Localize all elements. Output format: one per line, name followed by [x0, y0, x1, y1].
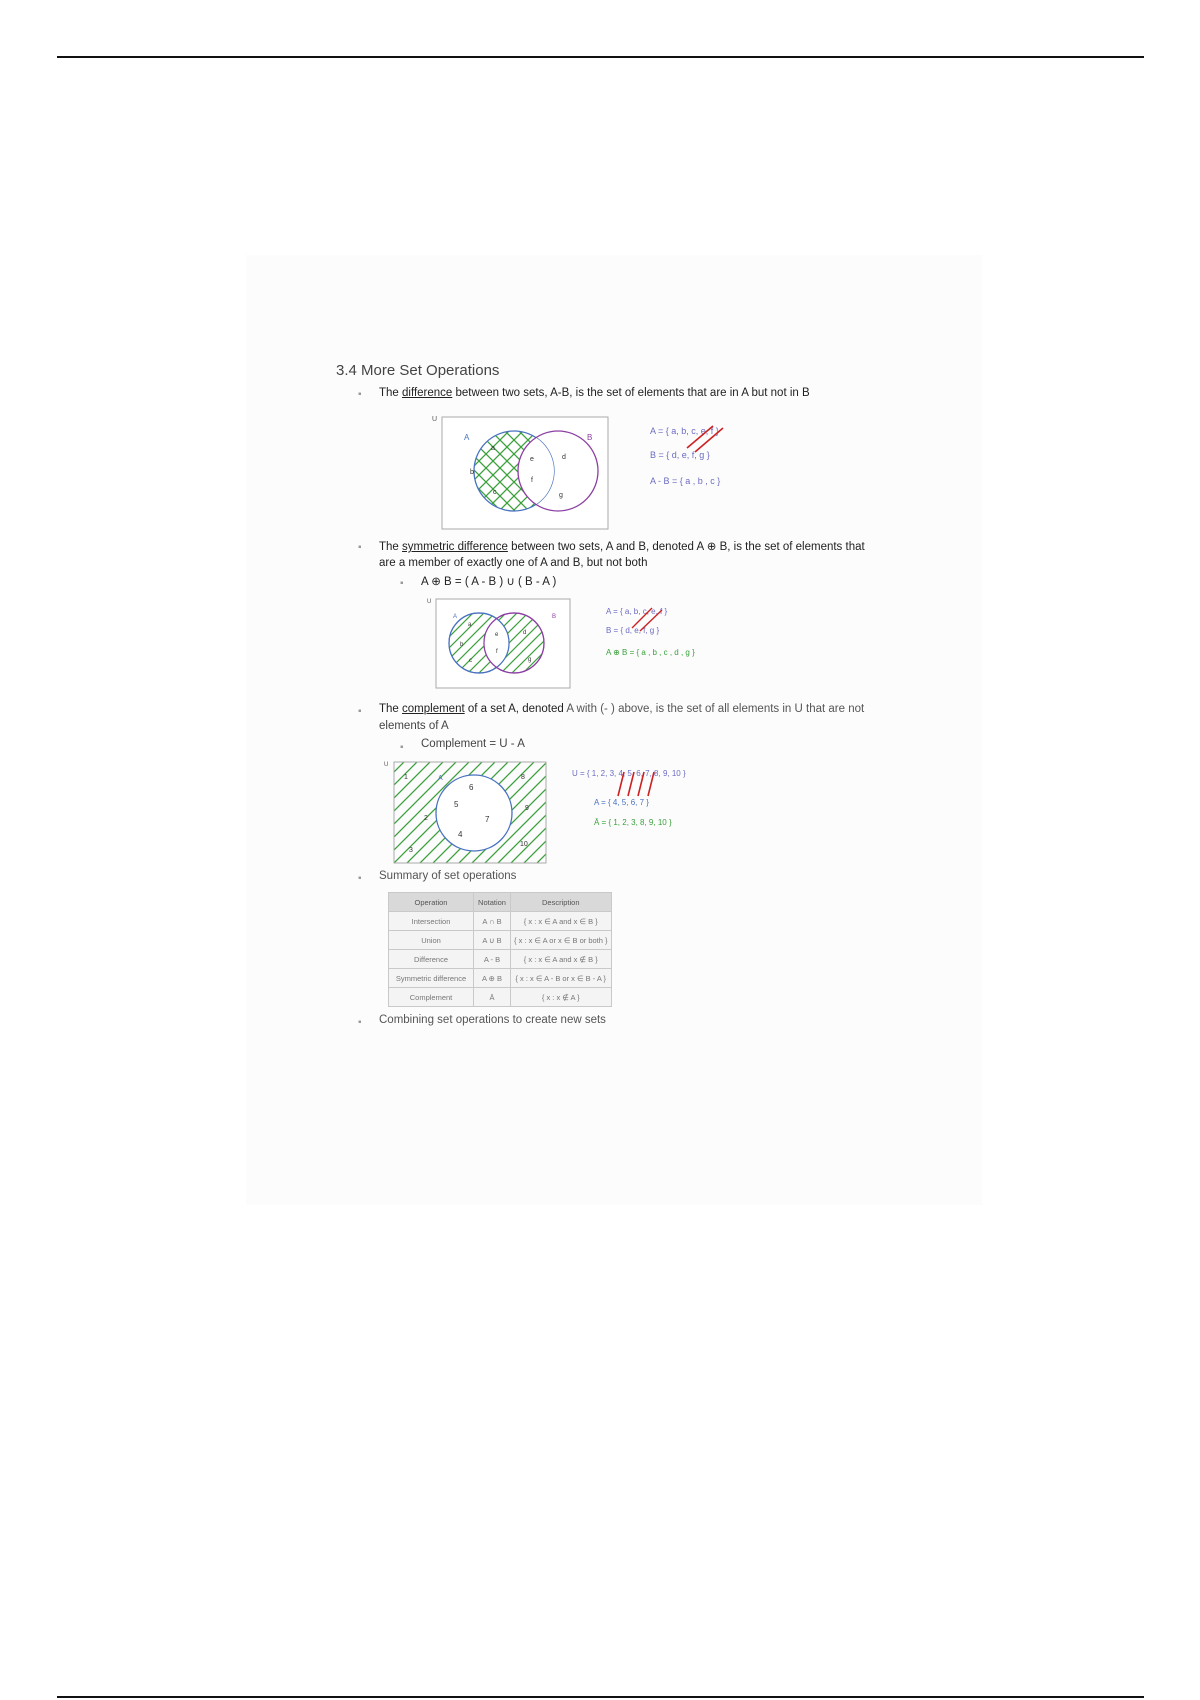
table-row: [389, 969, 612, 988]
element: f: [496, 649, 498, 655]
difference-definition: [379, 387, 810, 399]
summary-heading: Summary of set operations: [379, 870, 517, 882]
symmetric-venn-diagram: [424, 596, 574, 692]
sub-bullet-marker: ▪: [400, 578, 404, 589]
table-cell: { x : x ∈ A - B or x ∈ B - A }: [511, 969, 612, 988]
difference-term: difference: [402, 387, 453, 399]
element: c: [493, 489, 497, 496]
text-run: The: [379, 541, 403, 553]
element: 1: [404, 774, 408, 781]
universe-label: U: [427, 599, 432, 605]
set-a-note: A = { a, b, c, e, f }: [606, 607, 668, 616]
table-cell: A ⊕ B: [474, 969, 511, 988]
strike-marks: [628, 604, 670, 632]
table-cell: Complement: [389, 988, 474, 1007]
element: b: [460, 642, 464, 648]
header-rule: [57, 56, 1144, 58]
set-a-label: A: [453, 614, 458, 620]
bullet-marker: ▪: [358, 873, 362, 884]
element: a: [468, 622, 472, 628]
table-cell: A ∩ B: [474, 912, 511, 931]
set-a-label: A: [438, 775, 443, 782]
bullet-marker: ▪: [358, 1017, 362, 1028]
element: e: [495, 632, 499, 638]
text-run: The: [379, 703, 403, 715]
combining-heading: Combining set operations to create new sets: [379, 1014, 606, 1026]
footer-rule: [57, 1696, 1144, 1698]
set-b-note: B = { d, e, f, g }: [650, 450, 710, 460]
table-row: [389, 931, 612, 950]
element: 5: [454, 800, 459, 809]
column-header: Notation: [474, 893, 511, 912]
set-operations-summary-table: [388, 892, 612, 1007]
table-cell: { x : x ∈ A and x ∈ B }: [511, 912, 612, 931]
column-header: Description: [511, 893, 612, 912]
table-cell: Intersection: [389, 912, 474, 931]
table-cell: A - B: [474, 950, 511, 969]
text-run: between two sets, A and B, denoted A ⊕ B, is the set of elements that: [507, 541, 865, 553]
element: 9: [525, 805, 529, 812]
table-row: [389, 950, 612, 969]
difference-result-note: A - B = { a , b , c }: [650, 476, 721, 486]
complement-formula: Complement = U - A: [421, 738, 525, 750]
complement-definition-cont: elements of A: [379, 720, 449, 732]
complement-term: complement: [402, 703, 465, 715]
symmetric-difference-definition: [379, 539, 865, 553]
set-a-note: A = { a, b, c, e, f }: [650, 426, 719, 436]
sub-bullet-marker: ▪: [400, 742, 404, 753]
bullet-marker: ▪: [358, 389, 362, 400]
universe-note: U = { 1, 2, 3, 4, 5, 6, 7, 8, 9, 10 }: [572, 769, 686, 778]
element: 8: [521, 774, 525, 781]
set-b-note: B = { d, e, f, g }: [606, 626, 660, 635]
complement-definition: [379, 703, 864, 715]
element: g: [528, 657, 532, 663]
element: 3: [409, 847, 413, 854]
element: 10: [520, 841, 528, 848]
element: b: [470, 469, 474, 476]
table-cell: { x : x ∉ A }: [511, 988, 612, 1007]
table-cell: { x : x ∈ A and x ∉ B }: [511, 950, 612, 969]
element: a: [491, 445, 495, 452]
bullet-marker: ▪: [358, 542, 362, 553]
set-a-label: A: [464, 433, 470, 442]
bullet-marker: ▪: [358, 706, 362, 717]
table-cell: { x : x ∈ A or x ∈ B or both }: [511, 931, 612, 950]
table-row: [389, 988, 612, 1007]
element: c: [469, 658, 472, 664]
complement-result-note: Ā = { 1, 2, 3, 8, 9, 10 }: [594, 818, 672, 827]
symmetric-difference-term: symmetric difference: [402, 541, 508, 553]
section-title: 3.4 More Set Operations: [336, 362, 500, 379]
set-a-circle: [436, 775, 512, 851]
set-b-label: B: [587, 433, 593, 442]
symmetric-difference-definition-cont: are a member of exactly one of A and B, but not both: [379, 557, 648, 569]
table-cell: Symmetric difference: [389, 969, 474, 988]
element: e: [530, 456, 534, 463]
element: d: [562, 454, 566, 461]
complement-venn-diagram: [382, 758, 552, 866]
text-run: A with (- ) above, is the set of all elements in U that are not: [563, 703, 865, 715]
set-b-label: B: [552, 614, 557, 620]
element: 7: [485, 815, 490, 824]
strike-marks: [612, 768, 672, 798]
table-header-row: [389, 893, 612, 912]
text-run: The: [379, 387, 403, 399]
strike-marks: [683, 422, 733, 454]
element: 4: [458, 830, 463, 839]
text-run: between two sets, A-B, is the set of elements that are in A but not in B: [452, 387, 810, 399]
element: 6: [469, 783, 474, 792]
text-run: of a set A, denoted: [464, 703, 564, 715]
difference-venn-diagram: [430, 412, 620, 534]
universe-label: U: [432, 416, 438, 423]
universe-label: U: [384, 762, 389, 768]
element: f: [531, 477, 533, 484]
element: g: [559, 492, 563, 499]
table-cell: Difference: [389, 950, 474, 969]
table-cell: Union: [389, 931, 474, 950]
element: d: [523, 630, 527, 636]
symmetric-result-note: A ⊕ B = { a , b , c , d , g }: [606, 648, 695, 657]
table-cell: Ā: [474, 988, 511, 1007]
column-header: Operation: [389, 893, 474, 912]
element: 2: [424, 815, 428, 822]
symmetric-difference-formula: A ⊕ B = ( A - B ) ∪ ( B - A ): [421, 576, 557, 588]
set-a-note: A = { 4, 5, 6, 7 }: [594, 798, 649, 807]
table-cell: A ∪ B: [474, 931, 511, 950]
table-row: [389, 912, 612, 931]
